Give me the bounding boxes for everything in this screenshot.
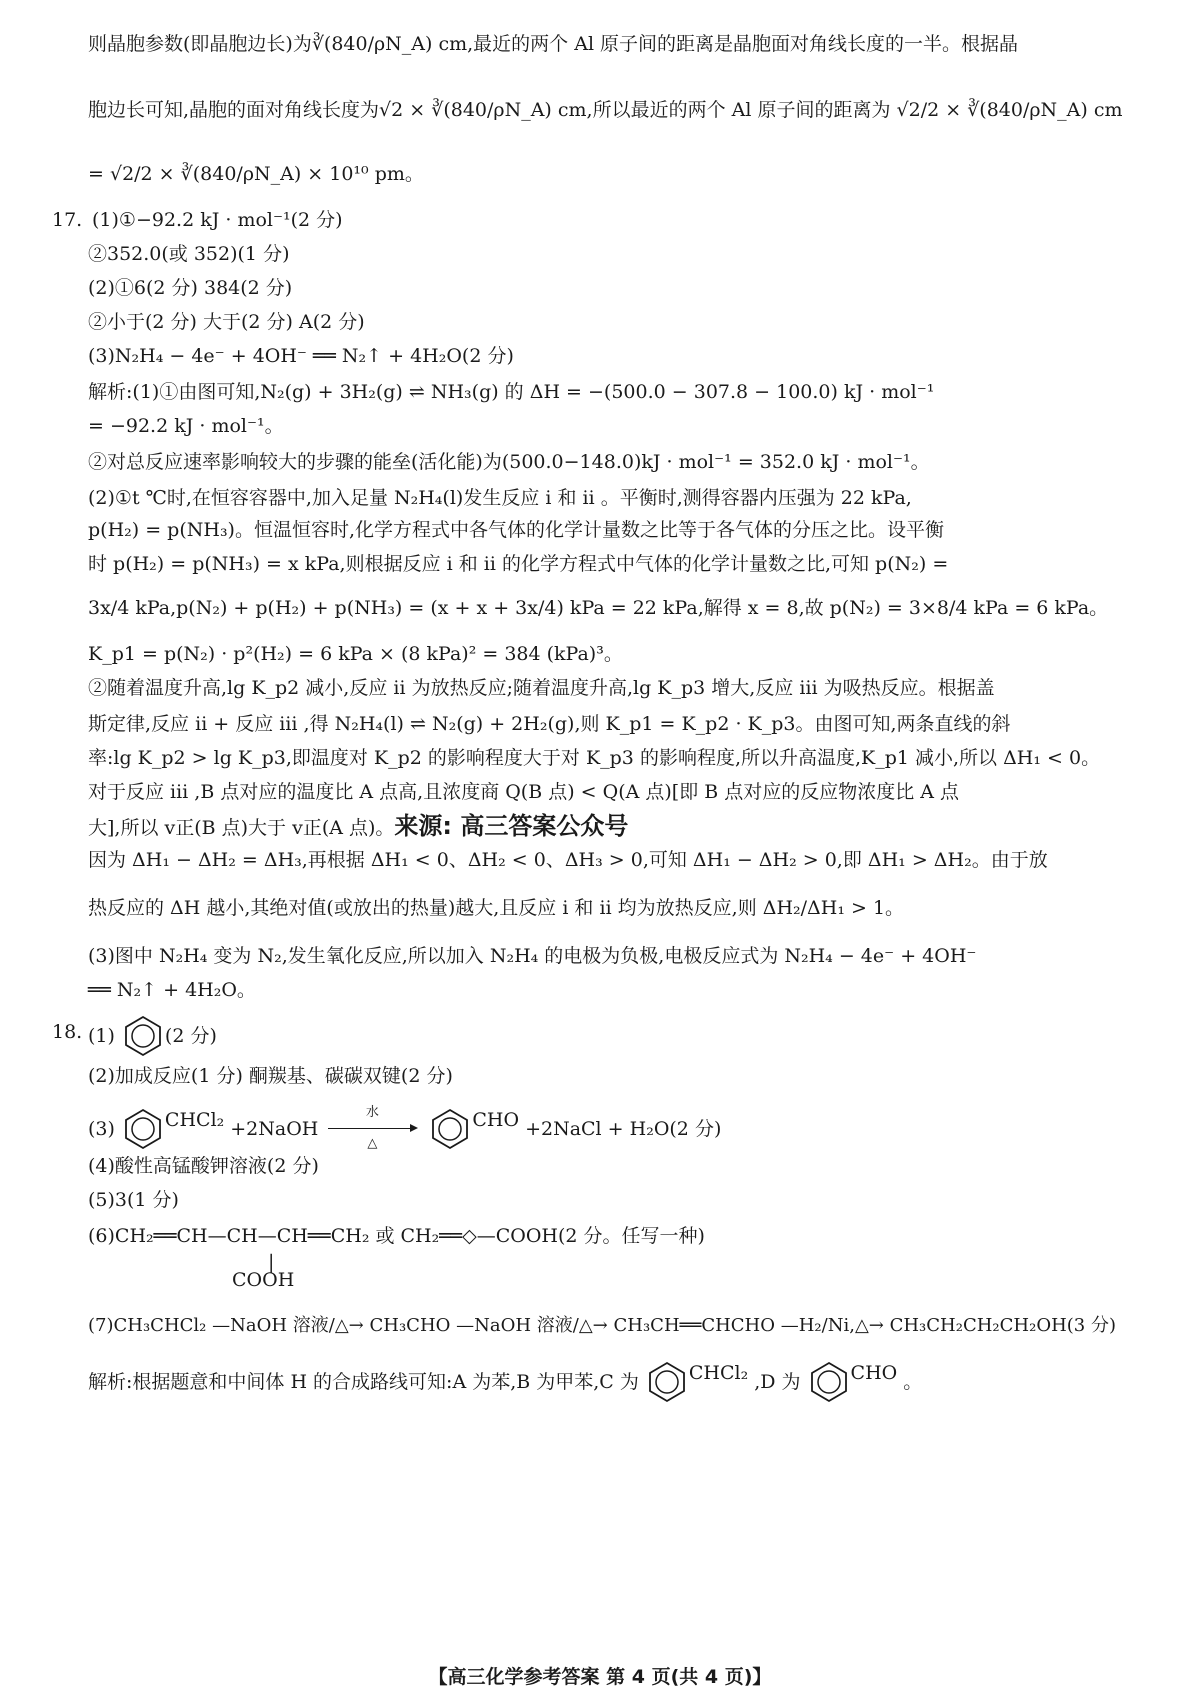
text-line: 则晶胞参数(即晶胞边长)为∛(840/ρN_A) cm,最近的两个 Al 原子间的距离是晶胞面对角线长度的一半。根据晶 <box>88 33 1019 55</box>
benzene-ring-icon <box>428 1107 472 1151</box>
arrow-icon <box>328 1128 416 1129</box>
explanation-text: ,D 为 <box>754 1371 801 1393</box>
answer-line: (5)3(1 分) <box>88 1189 179 1211</box>
answer-line: (1)①−92.2 kJ · mol⁻¹(2 分) <box>92 209 343 231</box>
explanation-line: 解析:(1)①由图可知,N₂(g) + 3H₂(g) ⇌ NH₃(g) 的 ΔH = −(500.0 − 307.8 − 100.0) kJ · mol⁻¹ <box>88 381 935 403</box>
benzene-ring-icon <box>121 1014 165 1058</box>
answer-line: (6)CH₂══CH—CH—CH══CH₂ 或 CH₂══◇—COOH(2 分。任写一种) <box>88 1225 705 1247</box>
question-number: 18. <box>52 1021 83 1043</box>
substituent-text: CHCl₂ <box>688 1362 749 1384</box>
question-number: 17. <box>52 209 83 231</box>
benzene-ring-icon <box>645 1360 689 1404</box>
answer-line: (2)加成反应(1 分) 酮羰基、碳碳双键(2 分) <box>88 1065 453 1087</box>
text-line: 胞边长可知,晶胞的面对角线长度为√2 × ∛(840/ρN_A) cm,所以最近的两个 Al 原子间的距离为 √2/2 × ∛(840/ρN_A) cm <box>88 99 1123 121</box>
answer-line: (3)N₂H₄ − 4e⁻ + 4OH⁻ ══ N₂↑ + 4H₂O(2 分) <box>88 345 514 367</box>
explanation-line: 率:lg K_p2 > lg K_p3,即温度对 K_p2 的影响程度大于对 K_p3 的影响程度,所以升高温度,K_p1 减小,所以 ΔH₁ < 0。 <box>88 747 1101 769</box>
answer-line: ②352.0(或 352)(1 分) <box>88 243 290 265</box>
product-text: +2NaCl + H₂O(2 分) <box>525 1117 722 1140</box>
bond-line: | <box>268 1251 275 1273</box>
answer-label: (3) <box>88 1117 115 1140</box>
benzene-ring-icon <box>807 1360 851 1404</box>
explanation-line: (3)图中 N₂H₄ 变为 N₂,发生氧化反应,所以加入 N₂H₄ 的电极为负极,电极反应式为 N₂H₄ − 4e⁻ + 4OH⁻ <box>88 945 977 967</box>
explanation-line: p(H₂) = p(NH₃)。恒温恒容时,化学方程式中各气体的化学计量数之比等于各气体的分压之比。设平衡 <box>88 519 945 541</box>
answer-line: ②小于(2 分) 大于(2 分) A(2 分) <box>88 311 365 333</box>
text-line: = √2/2 × ∛(840/ρN_A) × 10¹⁰ pm。 <box>88 163 424 185</box>
answer-line: (4)酸性高锰酸钾溶液(2 分) <box>88 1155 319 1177</box>
substituent-text: CHO <box>472 1108 520 1131</box>
answer-label: (1) <box>88 1025 115 1047</box>
substituent-text: CHCl₂ <box>164 1108 225 1131</box>
answer-line <box>88 1014 223 1058</box>
arrow-condition-bottom: △ <box>367 1136 378 1151</box>
explanation-line: ②随着温度升高,lg K_p2 减小,反应 ⅱ 为放热反应;随着温度升高,lg K_p3 增大,反应 ⅲ 为吸热反应。根据盖 <box>88 677 995 699</box>
reaction-equation <box>88 1098 727 1159</box>
benzene-ring-icon <box>121 1107 165 1151</box>
arrow-condition-top: 水 <box>365 1105 379 1120</box>
explanation-line: 因为 ΔH₁ − ΔH₂ = ΔH₃,再根据 ΔH₁ < 0、ΔH₂ < 0、ΔH₃ > 0,可知 ΔH₁ − ΔH₂ > 0,即 ΔH₁ > ΔH₂。由于放 <box>88 849 1048 871</box>
explanation-line: 斯定律,反应 ⅱ + 反应 ⅲ ,得 N₂H₄(l) ⇌ N₂(g) + 2H₂(g),则 K_p1 = K_p2 · K_p3。由图可知,两条直线的斜 <box>88 713 1011 735</box>
substituent-text: CHO <box>850 1362 898 1384</box>
score-text: (2 分) <box>164 1025 217 1047</box>
explanation-line <box>88 1360 928 1404</box>
synthesis-route: (7)CH₃CHCl₂ —NaOH 溶液/△→ CH₃CHO —NaOH 溶液/△→ CH₃CH══CHCHO —H₂/Ni,△→ CH₃CH₂CH₂CH₂OH(3 分) <box>88 1315 1117 1336</box>
reaction-arrow <box>328 1098 422 1159</box>
explanation-line <box>88 812 628 842</box>
explanation-line: ══ N₂↑ + 4H₂O。 <box>88 979 256 1001</box>
watermark-text: 来源: 高三答案公众号 <box>394 812 629 840</box>
explanation-line: 对于反应 ⅲ ,B 点对应的温度比 A 点高,且浓度商 Q(B 点) < Q(A 点)[即 B 点对应的反应物浓度比 A 点 <box>88 781 960 803</box>
explanation-line: K_p1 = p(N₂) · p²(H₂) = 6 kPa × (8 kPa)² = 384 (kPa)³。 <box>88 643 623 665</box>
explanation-line: 热反应的 ΔH 越小,其绝对值(或放出的热量)越大,且反应 ⅰ 和 ⅱ 均为放热反应,则 ΔH₂/ΔH₁ > 1。 <box>88 897 905 919</box>
explanation-text: 解析:根据题意和中间体 H 的合成路线可知:A 为苯,B 为甲苯,C 为 <box>88 1371 639 1393</box>
explanation-text: 。 <box>903 1371 923 1393</box>
substituent-text: COOH <box>232 1269 295 1291</box>
reagent-text: +2NaOH <box>230 1117 319 1140</box>
explanation-line: ②对总反应速率影响较大的步骤的能垒(活化能)为(500.0−148.0)kJ · mol⁻¹ = 352.0 kJ · mol⁻¹。 <box>88 451 930 473</box>
answer-line: (2)①6(2 分) 384(2 分) <box>88 277 293 299</box>
explanation-text: 大],所以 v正(B 点)大于 v正(A 点)。 <box>88 817 395 839</box>
explanation-line: 3x/4 kPa,p(N₂) + p(H₂) + p(NH₃) = (x + x + 3x/4) kPa = 22 kPa,解得 x = 8,故 p(N₂) = 3×8/4 kPa = 6 kPa。 <box>88 597 1109 619</box>
explanation-line: 时 p(H₂) = p(NH₃) = x kPa,则根据反应 ⅰ 和 ⅱ 的化学方程式中气体的化学计量数之比,可知 p(N₂) = <box>88 553 949 575</box>
explanation-line: (2)①t ℃时,在恒容容器中,加入足量 N₂H₄(l)发生反应 ⅰ 和 ⅱ 。平衡时,测得容器内压强为 22 kPa, <box>88 487 912 509</box>
page-footer: 【高三化学参考答案 第 4 页(共 4 页)】 <box>428 1666 772 1688</box>
explanation-line: = −92.2 kJ · mol⁻¹。 <box>88 415 284 437</box>
